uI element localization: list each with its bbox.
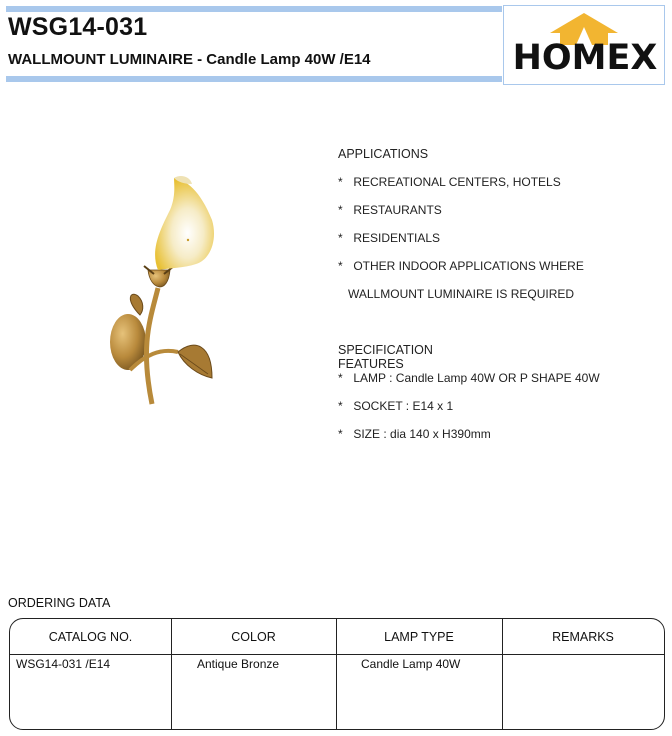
bullet-star: * (338, 259, 343, 273)
list-item-text: RESTAURANTS (353, 203, 442, 217)
applications-title: APPLICATIONS (338, 147, 429, 161)
cell-color: Antique Bronze (197, 657, 280, 671)
spec-item-text: SOCKET : E14 x 1 (353, 399, 454, 413)
list-item (338, 259, 584, 273)
ordering-table (9, 618, 665, 730)
list-item (338, 203, 442, 217)
specification-title: SPECIFICATION FEATURES (338, 343, 433, 371)
spec-item (338, 399, 453, 413)
list-item-text: OTHER INDOOR APPLICATIONS WHERE (353, 259, 584, 273)
header-accent-bar-top (6, 6, 502, 12)
column-header-lamp-type: LAMP TYPE (384, 630, 454, 644)
spec-item (338, 371, 600, 385)
bullet-star: * (338, 175, 343, 189)
list-item (338, 175, 561, 189)
brand-logo-text: HOMEX (512, 38, 658, 78)
column-header-catalog: CATALOG NO. (48, 630, 133, 644)
page-header (0, 0, 672, 86)
spec-item-text: SIZE : dia 140 x H390mm (353, 427, 491, 441)
bullet-star: * (338, 427, 343, 441)
wall-lamp-flower-image (100, 170, 230, 420)
header-accent-bar-bottom (6, 76, 502, 82)
list-item-continuation: WALLMOUNT LUMINAIRE IS REQUIRED (348, 287, 575, 301)
bullet-star: * (338, 371, 343, 385)
cell-lamp-type: Candle Lamp 40W (361, 657, 461, 671)
spec-item (338, 427, 491, 441)
list-item-text: RECREATIONAL CENTERS, HOTELS (353, 175, 561, 189)
bullet-star: * (338, 231, 343, 245)
bullet-star: * (338, 399, 343, 413)
list-item-text: RESIDENTIALS (353, 231, 441, 245)
list-item (338, 231, 440, 245)
cell-catalog-no: WSG14-031 /E14 (16, 657, 111, 671)
spec-item-text: LAMP : Candle Lamp 40W OR P SHAPE 40W (353, 371, 600, 385)
brand-logo (503, 5, 665, 85)
model-number: WSG14-031 (8, 13, 148, 41)
bullet-star: * (338, 203, 343, 217)
ordering-title: ORDERING DATA (8, 596, 111, 610)
product-subtitle: WALLMOUNT LUMINAIRE - Candle Lamp 40W /E14 (8, 51, 371, 68)
column-header-remarks: REMARKS (552, 630, 614, 644)
column-header-color: COLOR (231, 630, 276, 644)
